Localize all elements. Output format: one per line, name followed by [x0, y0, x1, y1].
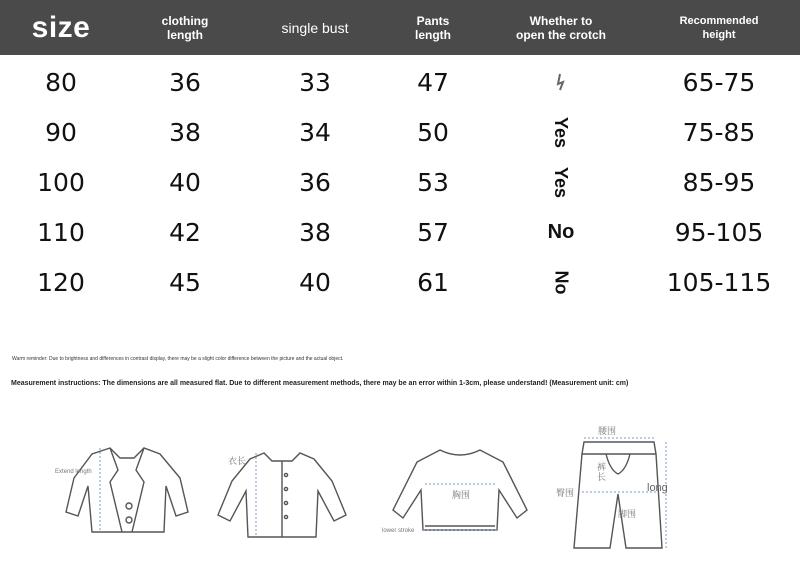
cell-pants-length: 53: [417, 167, 449, 197]
table-row: [0, 257, 800, 307]
cell-pants-length: 47: [417, 67, 449, 97]
smudge-mark: [551, 70, 571, 94]
header-pants-length: Pants length: [415, 13, 451, 42]
cell-crotch: No: [547, 220, 575, 243]
cell-pants-length: 61: [417, 267, 449, 297]
cell-height: 95-105: [674, 217, 764, 247]
cell-single-bust: 40: [299, 267, 331, 297]
cell-clothing-length: 36: [169, 67, 201, 97]
table-row: [0, 107, 800, 157]
cell-clothing-length: 42: [169, 217, 201, 247]
pants-waist-label: 腰围: [598, 426, 617, 436]
warm-reminder: Warm reminder: Due to brightness and differences in contrast display, there may be a slight color difference between the picture and the actual object.: [12, 356, 344, 362]
cell-clothing-length: 38: [169, 117, 201, 147]
header-recommended-height: Recommended height: [679, 14, 759, 41]
cell-size: 100: [37, 167, 85, 197]
cell-single-bust: 34: [299, 117, 331, 147]
cell-height: 75-85: [682, 117, 756, 147]
header-open-crotch: Whether to open the crotch: [515, 13, 606, 42]
table-header: [0, 0, 800, 55]
cell-crotch: Yes: [551, 166, 572, 198]
table-row: [0, 57, 800, 107]
pants-diagram: [570, 430, 680, 558]
cell-height: 85-95: [682, 167, 756, 197]
cell-crotch: No: [551, 270, 572, 294]
table-row: [0, 157, 800, 207]
header-size: size: [31, 10, 91, 44]
cell-clothing-length: 45: [169, 267, 201, 297]
jacket-diagram: [52, 440, 202, 540]
cell-crotch: Yes: [551, 116, 572, 148]
cell-single-bust: 38: [299, 217, 331, 247]
jacket-length-label: Extend length: [55, 469, 92, 475]
cell-size: 90: [45, 117, 77, 147]
sweater-chest-label: 胸围: [452, 490, 471, 500]
measurement-instructions: Measurement instructions: The dimensions are all measured flat. Due to different measurement methods, there may be an error within 1-3cm, please understand! (Measurement unit: cm): [11, 380, 629, 387]
pants-leg-label: 脚围: [618, 509, 637, 519]
pants-length-label: 裤长: [597, 462, 607, 482]
cell-single-bust: 33: [299, 67, 331, 97]
cell-height: 105-115: [666, 267, 772, 297]
cell-clothing-length: 40: [169, 167, 201, 197]
pants-long-label: long: [647, 482, 668, 494]
cell-single-bust: 36: [299, 167, 331, 197]
cell-pants-length: 50: [417, 117, 449, 147]
cell-size: 80: [45, 67, 77, 97]
cell-height: 65-75: [682, 67, 756, 97]
pants-hip-label: 臀围: [556, 488, 575, 498]
cell-pants-length: 57: [417, 217, 449, 247]
shirt-length-label: 衣长: [228, 456, 247, 466]
table-row: [0, 207, 800, 257]
sweater-bottom-label: lower stroke: [382, 528, 415, 534]
cell-crotch: [484, 57, 638, 107]
cell-size: 120: [37, 267, 85, 297]
header-clothing-length: clothing length: [161, 13, 209, 42]
header-single-bust: single bust: [281, 19, 349, 36]
cell-size: 110: [37, 217, 85, 247]
